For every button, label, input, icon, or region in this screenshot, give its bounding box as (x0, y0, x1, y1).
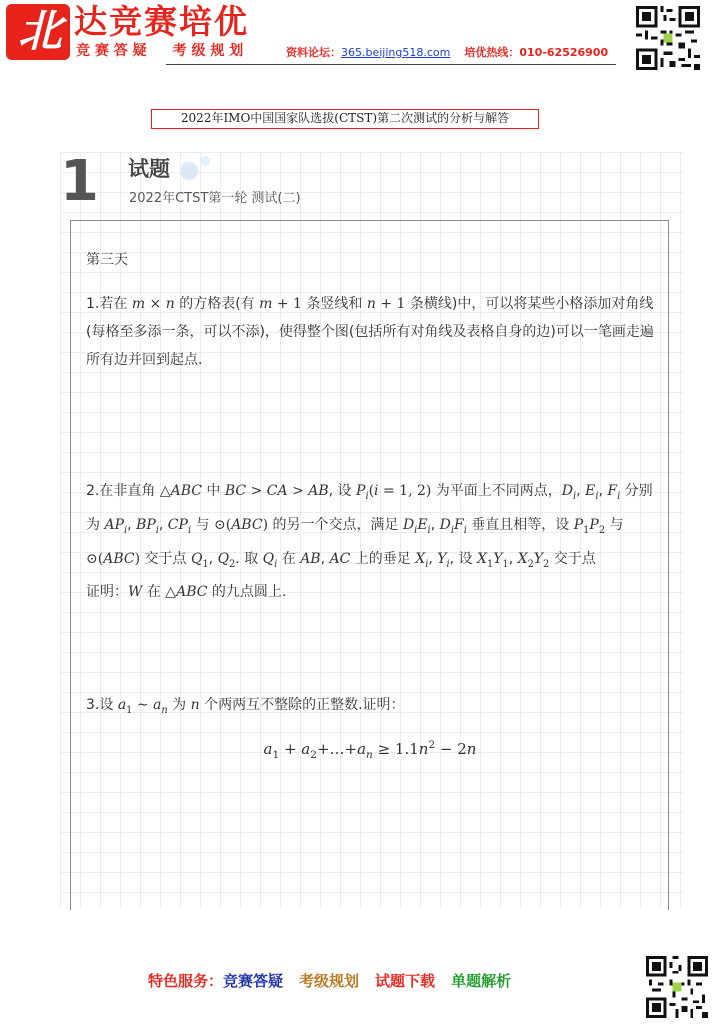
chapter-title: 试题 (128, 157, 170, 181)
hotline-label: 培优热线： (464, 46, 520, 59)
footer-item-planning[interactable]: 考级规划 (299, 972, 360, 990)
problem-1: 1.若在 m × n 的方格表(有 m + 1 条竖线和 n + 1 条横线)中，可以将某些小格添加对角线(每格至多添一条，可以不添)，使得整个图(包括所有对角线及表格自身的边)可以一笔画走遍所有边并回到起点. (86, 296, 654, 368)
footer-item-downloads[interactable]: 试题下载 (375, 972, 436, 990)
footer-item-analysis[interactable]: 单题解析 (451, 972, 512, 990)
chapter-subtitle: 2022年CTST第一轮 测试(二) (129, 191, 301, 206)
footer-label: 特色服务： (148, 972, 224, 990)
problem-3: 3.设 $a_1$ ∼ $a_n$ 为 n 个两两互不整除的正整数.证明： (86, 697, 405, 716)
footer-item-answers[interactable]: 竞赛答疑 (223, 972, 284, 990)
day-label: 第三天 (86, 252, 128, 268)
chapter-number: 1 (60, 149, 99, 214)
tagline-right: 考 级 规 划 (172, 43, 244, 59)
decorative-dot (200, 156, 210, 166)
page-header (0, 0, 724, 80)
problem-3-formula: $a_1$ + $a_2+\dots+a_n \ge 1.1n^2 - 2n$ (263, 739, 477, 761)
logo-mark: 北 (6, 4, 70, 60)
tagline-left: 竞 赛 答 疑 (76, 43, 147, 59)
brand-name: 达竞赛培优 (74, 2, 249, 41)
header-contact (286, 45, 608, 61)
page-footer (148, 970, 511, 992)
problem-2: 2.在非直角 △ABC 中 BC > CA > AB, 设 $P_i(i = 1$, 2) 为平面上不同两点，$D_i$, $E_i$, $F_i$ 分别为 $AP_i$, $BP_i$, $CP_i$ 与 ⊙(ABC) 的另一个交点，满足 $D_iE_i$, $D_iF_i$ 垂直且相等，设 $P_1P_2$ 与 ⊙(ABC) 交于点 $Q_1$, $Q_2$. 取 $Q_i$ 在 AB, AC 上的垂足 $X_i$, $Y_i$, 设 $X_1Y_1$, $X_2Y_2$ 交于点 证明：W 在 △ABC 的九点圆上. (86, 483, 653, 601)
decorative-dot (180, 162, 198, 180)
header-divider (166, 64, 616, 65)
qr-code-icon (646, 956, 708, 1018)
forum-label: 资料论坛： (286, 46, 341, 59)
qr-code-icon (636, 6, 700, 70)
hotline-number: 010-62526900 (519, 46, 609, 59)
brand-tagline (76, 42, 243, 60)
document-title: 2022年IMO中国国家队选拔(CTST)第二次测试的分析与解答 (151, 109, 539, 129)
forum-link[interactable]: 365.beijing518.com (341, 46, 451, 59)
